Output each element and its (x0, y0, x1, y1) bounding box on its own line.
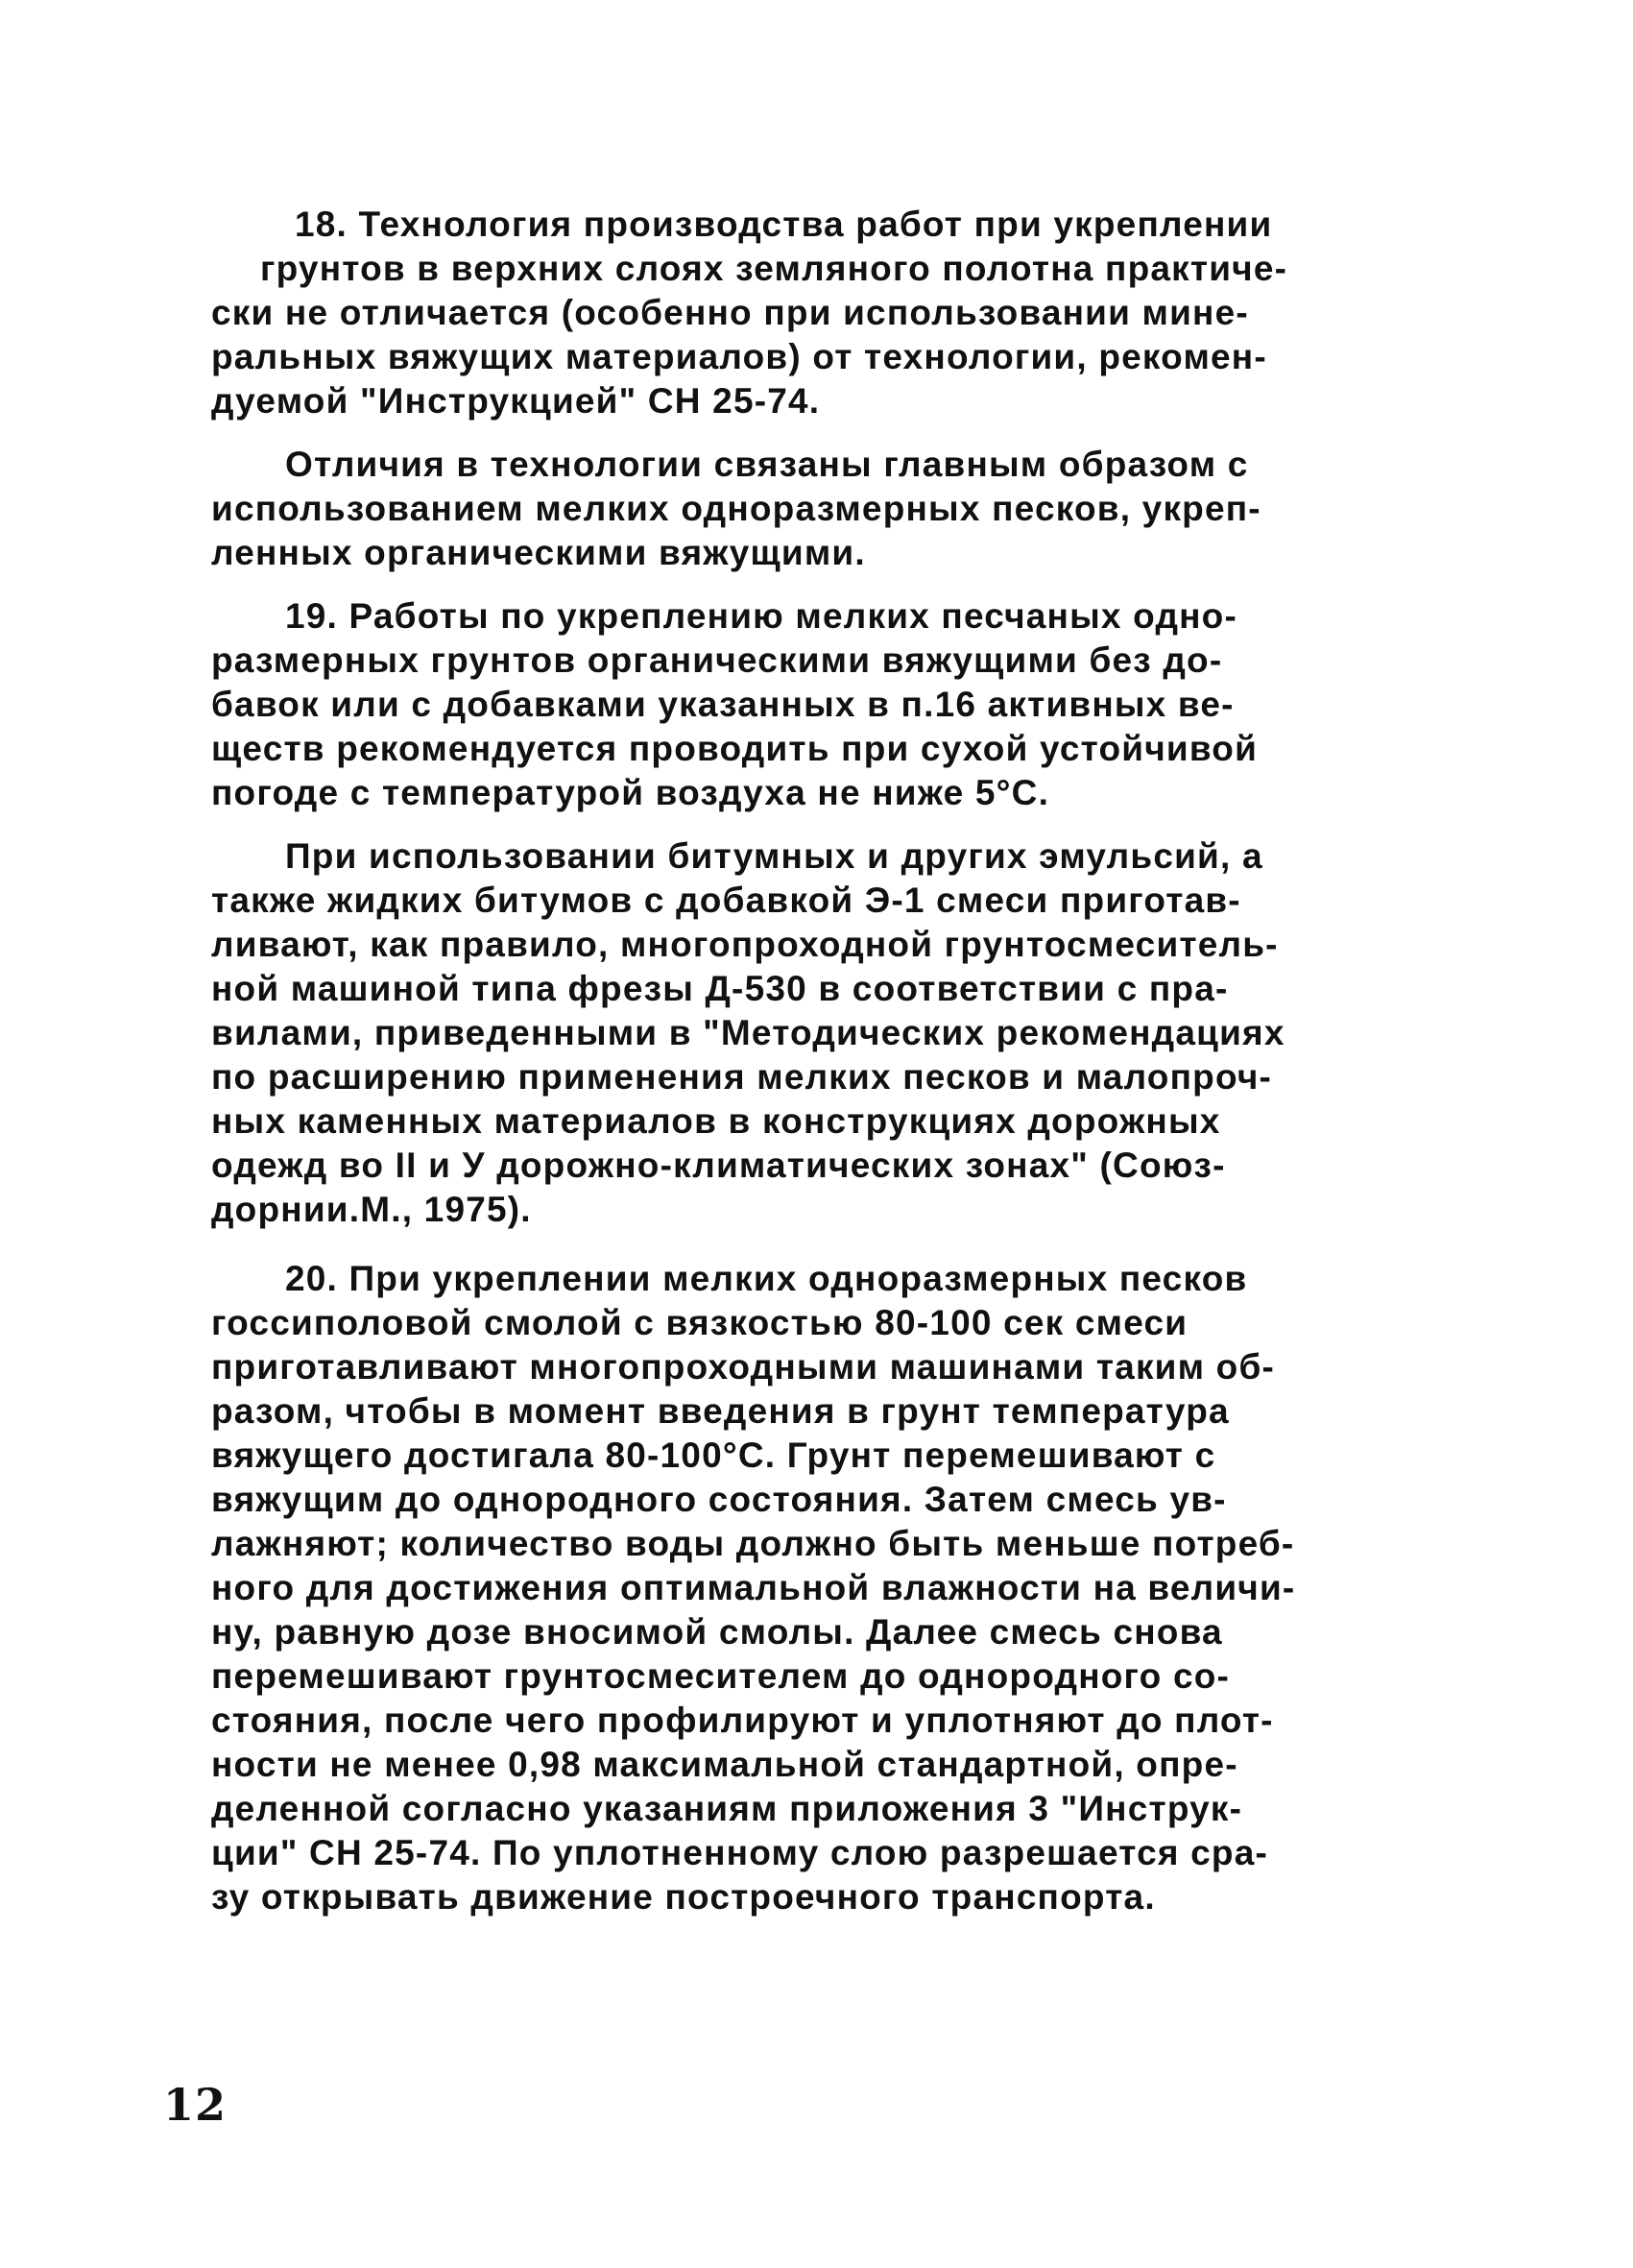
text-line: ной машиной типа фрезы Д-530 в соответствии с пра- (211, 969, 1229, 1008)
text-line: приготавливают многопроходными машинами таким об- (211, 1347, 1276, 1387)
text-line: использованием мелких одноразмерных песков, укреп- (211, 489, 1261, 528)
text-line: деленной согласно указаниям приложения 3 "Инструк- (211, 1789, 1243, 1828)
text-line: вяжущего достигала 80-100°С. Грунт перемешивают с (211, 1436, 1216, 1475)
text-line: лажняют; количество воды должно быть меньше потреб- (211, 1524, 1295, 1563)
text-line: бавок или с добавками указанных в п.16 активных ве- (211, 685, 1235, 724)
text-line: ного для достижения оптимальной влажности на величи- (211, 1568, 1296, 1607)
text-line: дорнии.М., 1975). (211, 1190, 532, 1229)
text-line: При использовании битумных и других эмульсий, а (285, 836, 1263, 876)
page-number: 12 (163, 2079, 228, 2131)
text-line: ществ рекомендуется проводить при сухой устойчивой (211, 729, 1259, 768)
text-line: вилами, приведенными в "Методических рекомендациях (211, 1013, 1285, 1052)
text-line: перемешивают грунтосмесителем до однородного со- (211, 1656, 1231, 1696)
text-line: ции" СН 25-74. По уплотненному слою разрешается сра- (211, 1833, 1269, 1872)
text-line: ленных органическими вяжущими. (211, 533, 866, 572)
text-line: по расширению применения мелких песков и малопроч- (211, 1057, 1273, 1097)
text-line: размерных грунтов органическими вяжущими без до- (211, 640, 1223, 680)
text-line: 19. Работы по укреплению мелких песчаных одно- (285, 596, 1237, 636)
text-line: ну, равную дозе вносимой смолы. Далее смесь снова (211, 1612, 1223, 1652)
text-line: также жидких битумов с добавкой Э-1 смеси приготав- (211, 881, 1241, 920)
text-line: вяжущим до однородного состояния. Затем смесь ув- (211, 1480, 1227, 1519)
text-line: разом, чтобы в момент введения в грунт температура (211, 1391, 1230, 1431)
text-line: ных каменных материалов в конструкциях дорожных (211, 1101, 1221, 1141)
text-line: погоде с температурой воздуха не ниже 5°С. (211, 773, 1050, 812)
text-line: Отличия в технологии связаны главным образом с (285, 445, 1249, 484)
text-line: дуемой "Инструкцией" СН 25-74. (211, 381, 821, 421)
text-line: ральных вяжущих материалов) от технологии, рекомен- (211, 337, 1267, 376)
text-line: зу открывать движение построечного транспорта. (211, 1877, 1156, 1917)
text-line: 18. Технология производства работ при укреплении (295, 205, 1273, 244)
text-line: ности не менее 0,98 максимальной стандартной, опре- (211, 1745, 1238, 1784)
text-line: грунтов в верхних слоях земляного полотна практиче- (260, 249, 1288, 288)
text-line: стояния, после чего профилируют и уплотняют до плот- (211, 1701, 1274, 1740)
text-line: госсиполовой смолой с вязкостью 80-100 сек смеси (211, 1303, 1189, 1342)
text-line: 20. При укреплении мелких одноразмерных песков (285, 1259, 1248, 1298)
text-line: ски не отличается (особенно при использовании мине- (211, 293, 1249, 332)
text-line: ливают, как правило, многопроходной грунтосмеситель- (211, 925, 1279, 964)
text-line: одежд во II и У дорожно-климатических зонах" (Союз- (211, 1146, 1226, 1185)
